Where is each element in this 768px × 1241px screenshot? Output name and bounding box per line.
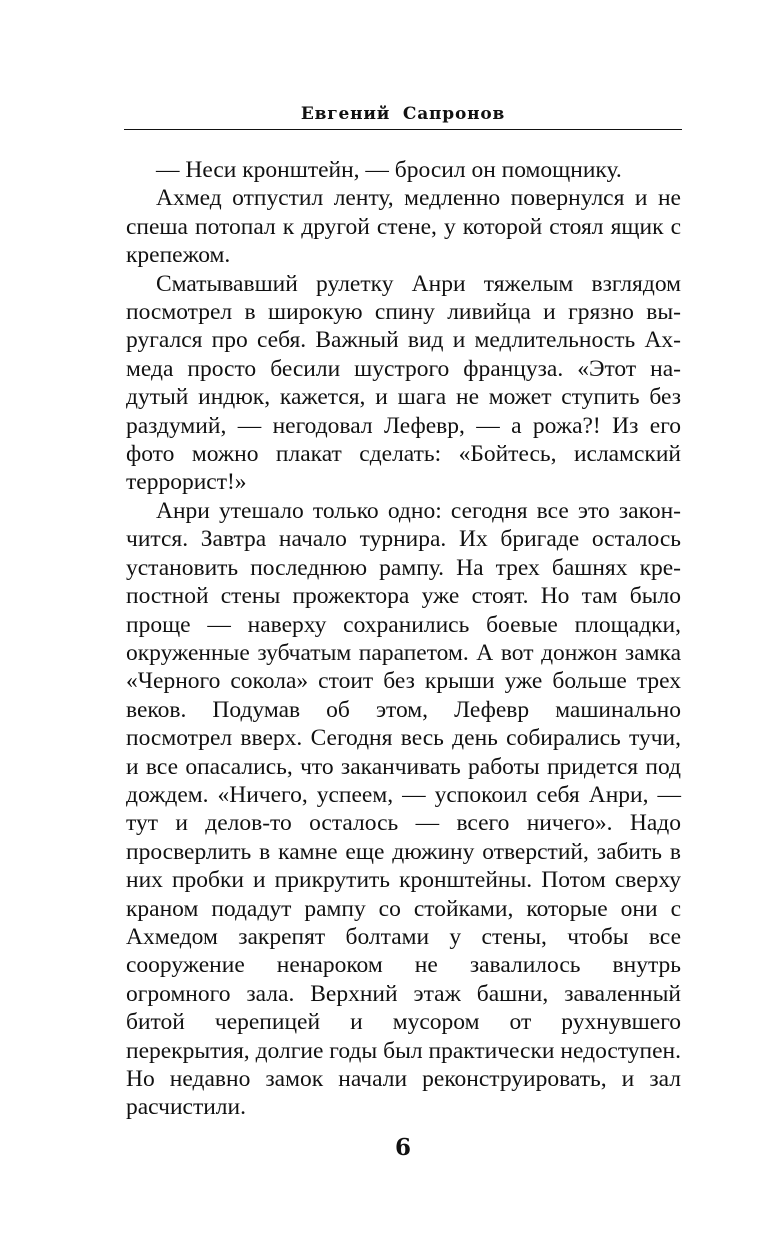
paragraph-1: — Неси кронштейн, — бросил он помощнику. (156, 157, 622, 183)
page-number: 6 (394, 1134, 411, 1161)
body-text (126, 156, 681, 1122)
header-rule (124, 129, 682, 130)
paragraph-4: Анри утешало только одно: сегодня все это закончится. Завтра начало турнира. Их бригаде осталось установить последнюю рампу. На трех башнях крепостной стены прожектора уже стоят. Но там было проще — наверху сохранились боевые площадки, окруженные зубчатым парапетом. А вот донжон замка «Черного сокола» стоит без крыши уже больше трех веков. Подумав об этом, Лефевр машинально посмотрел вверх. Сегодня весь день собирались тучи, и все опасались, что заканчивать работы придется под дождем. «Ничего, успеем, — успокоил себя Анри, — тут и делов-то осталось — всего ничего». Надо просверлить в камне еще дюжину отверстий, забить в них пробки и прикрутить кронштейны. Потом сверху краном подадут рампу со стойками, которые они с Ахмедом закрепят болтами у стены, чтобы все сооружение ненароком не завалилось внутрь огромного зала. Верхний этаж башни, заваленный битой черепицей и мусором от рухнувшего перекрытия, долгие годы был практически недоступен. Но недавно замок начали реконструировать, и зал расчистили. (126, 497, 681, 1121)
paragraph-2: Ахмед отпустил ленту, медленно повернулся и не спеша потопал к другой стене, у которой стоял ящик с крепежом. (126, 185, 681, 269)
paragraph-3: Сматывавший рулетку Анри тяжелым взглядом посмотрел в широкую спину ливийца и грязно выругался про себя. Важный вид и медлительность Ахмеда просто бесили шустрого француза. «Этот надутый индюк, кажется, и шага не может ступить без раздумий, — негодовал Лефевр, — а рожа?! Из его фото можно плакат сделать: «Бойтесь, исламский террорист!» (126, 270, 681, 496)
running-head-author: Евгений Сапронов (300, 104, 506, 124)
